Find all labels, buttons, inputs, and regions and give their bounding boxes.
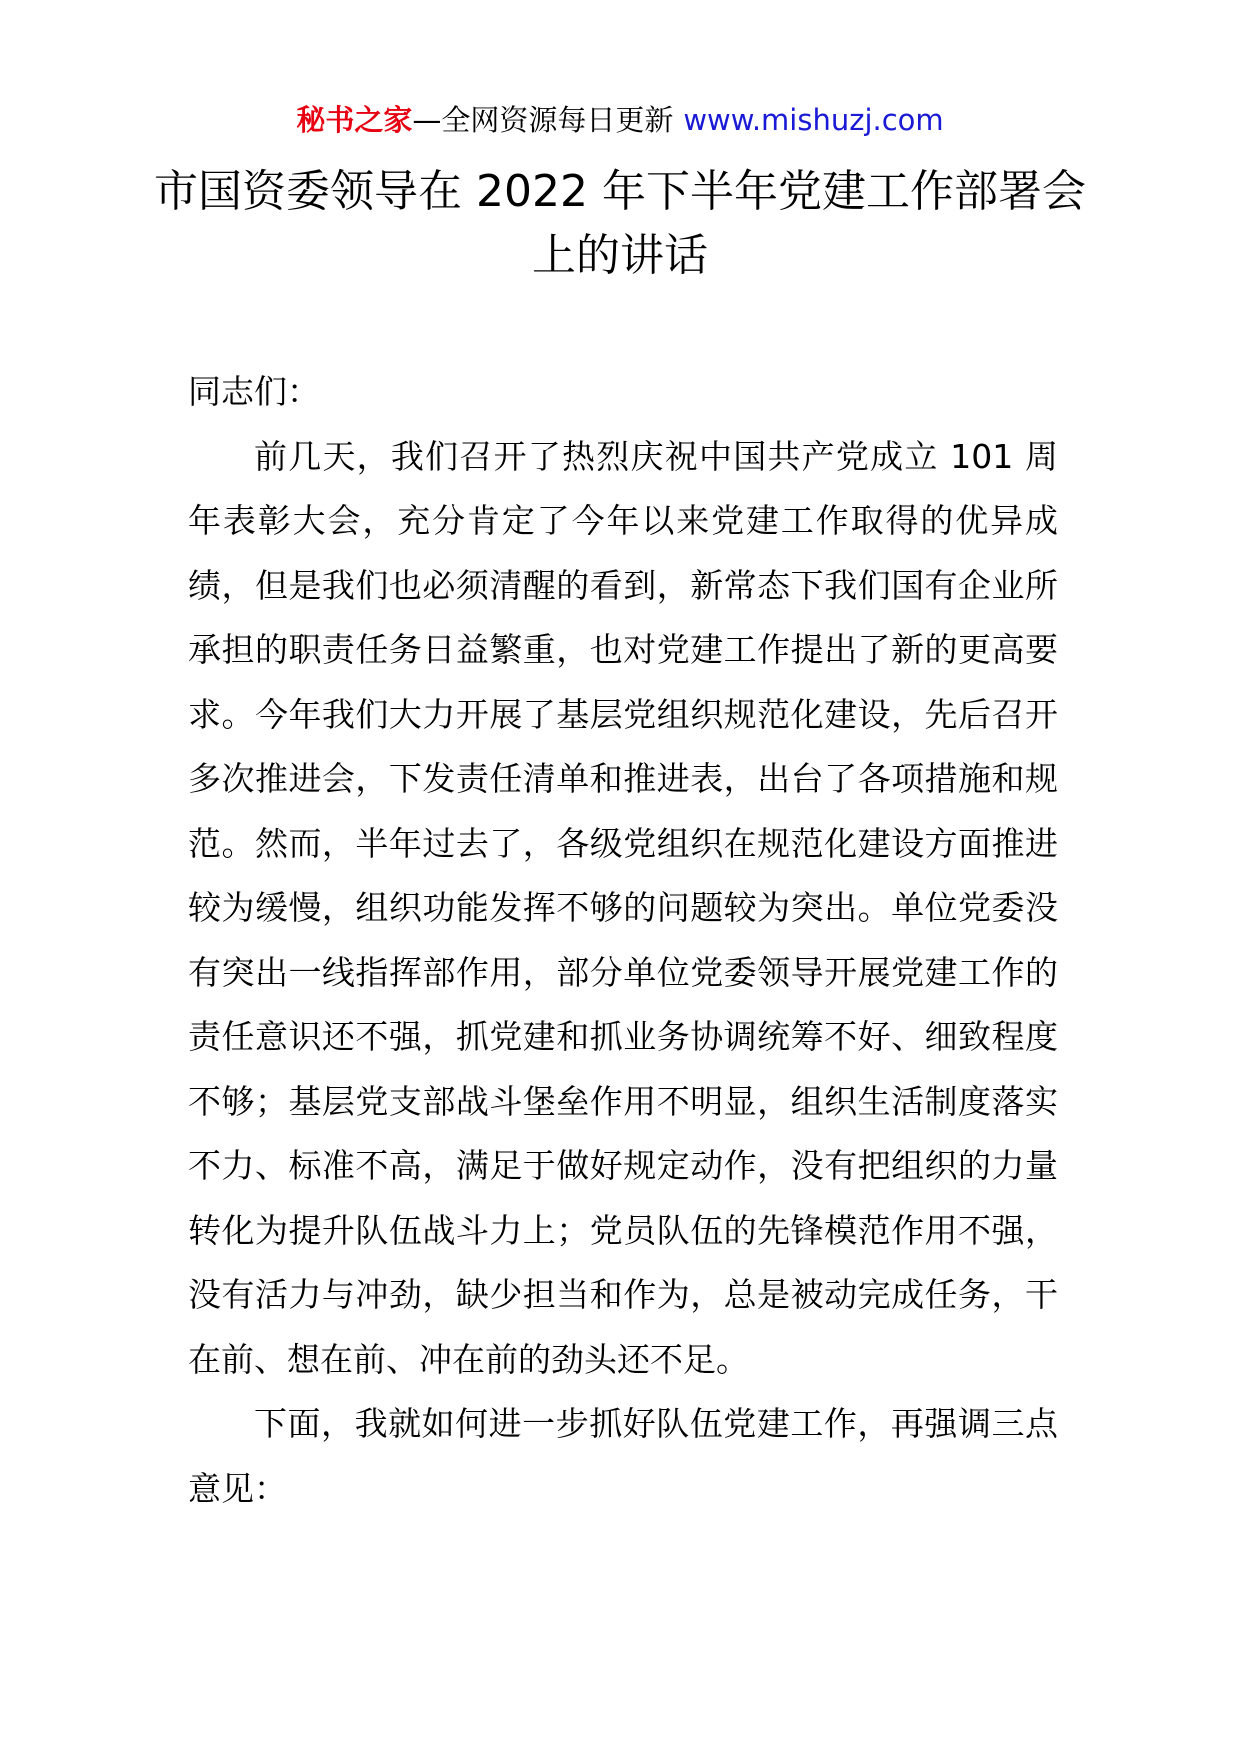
body-paragraph-1: 前几天，我们召开了热烈庆祝中国共产党成立 101 周年表彰大会，充分肯定了今年以来党建工作取得的优异成绩，但是我们也必须清醒的看到，新常态下我们国有企业所承担的职责任务日益繁重，也对党建工作提出了新的更高要求。今年我们大力开展了基层党组织规范化建设，先后召开多次推进会，下发责任清单和推进表，出台了各项措施和规范。然而，半年过去了，各级党组织在规范化建设方面推进较为缓慢，组织功能发挥不够的问题较为突出。单位党委没有突出一线指挥部作用，部分单位党委领导开展党建工作的责任意识还不强，抓党建和抓业务协调统筹不好、细致程度不够；基层党支部战斗堡垒作用不明显，组织生活制度落实不力、标准不高，满足于做好规定动作，没有把组织的力量转化为提升队伍战斗力上；党员队伍的先锋模范作用不强，没有活力与冲劲，缺少担当和作为，总是被动完成任务，干在前、想在前、冲在前的劲头还不足。 — [188, 436, 1058, 1379]
site-url-link[interactable]: www.mishuzj.com — [683, 103, 944, 137]
body-paragraph-2: 下面，我就如何进一步抓好队伍党建工作，再强调三点意见： — [188, 1404, 1058, 1508]
header-tagline: —全网资源每日更新 — [412, 103, 674, 137]
document-body — [188, 360, 1058, 1521]
salutation: 同志们： — [188, 372, 320, 411]
brand-name: 秘书之家 — [296, 103, 413, 137]
watermark-header — [0, 100, 1240, 140]
document-title: 市国资委领导在 2022 年下半年党建工作部署会上的讲话 — [154, 166, 1086, 281]
